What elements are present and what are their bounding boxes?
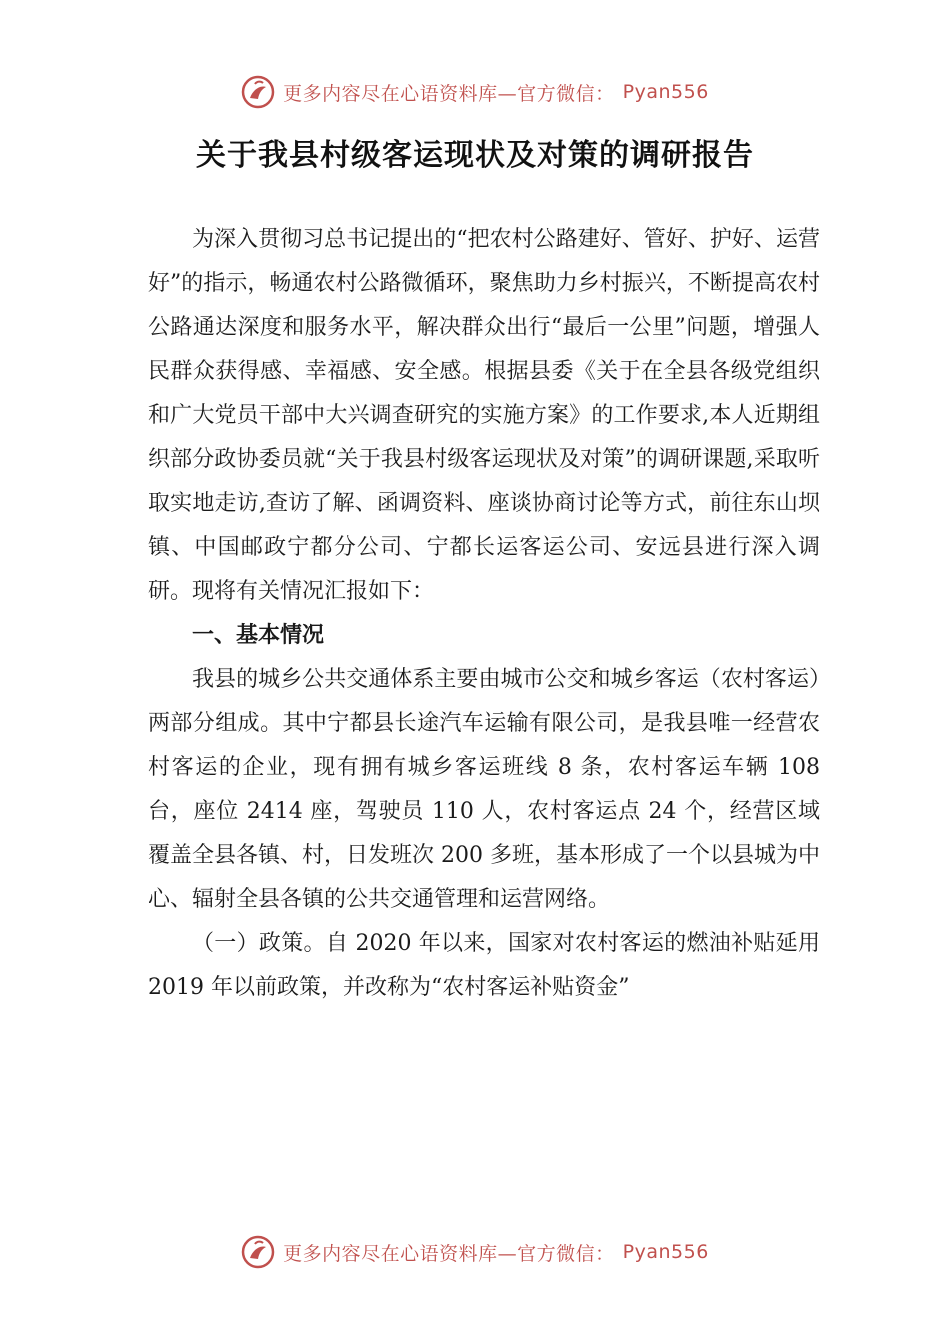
swan-logo-icon: [241, 1235, 275, 1269]
paragraph-basic-situation: 我县的城乡公共交通体系主要由城市公交和城乡客运（农村客运）两部分组成。其中宁都县长途汽车运输有限公司，是我县唯一经营农村客运的企业，现有拥有城乡客运班线 8 条，农村客运车辆 108 台，座位 2414 座，驾驶员 110 人，农村客运点 24 个，经营区域覆盖全县各镇、村，日发班次 200 多班，基本形成了一个以县城为中心、辐射全县各镇的公共交通管理和运营网络。: [148, 667, 820, 912]
document-body: [148, 218, 820, 1010]
paragraph-intro: 为深入贯彻习总书记提出的“把农村公路建好、管好、护好、运营好”的指示，畅通农村公路微循环，聚焦助力乡村振兴，不断提高农村公路通达深度和服务水平，解决群众出行“最后一公里”问题，增强人民群众获得感、幸福感、安全感。根据县委《关于在全县各级党组织和广大党员干部中大兴调查研究的实施方案》的工作要求,本人近期组织部分政协委员就“关于我县村级客运现状及对策”的调研课题,采取听取实地走访,查访了解、函调资料、座谈协商讨论等方式，前往东山坝镇、中国邮政宁都分公司、宁都长运客运公司、安远县进行深入调研。现将有关情况汇报如下：: [148, 227, 820, 604]
swan-logo-icon: [241, 75, 275, 109]
document-title: 关于我县村级客运现状及对策的调研报告: [196, 138, 754, 173]
watermark-footer: [0, 1232, 950, 1272]
watermark-text: 更多内容尽在心语资料库—官方微信：: [283, 82, 615, 105]
watermark-contact: Pyan556: [622, 1241, 709, 1263]
section-heading: 一、基本情况: [192, 623, 325, 648]
watermark-text: 更多内容尽在心语资料库—官方微信：: [283, 1242, 615, 1265]
paragraph-policy: （一）政策。自 2020 年以来，国家对农村客运的燃油补贴延用 2019 年以前政策，并改称为“农村客运补贴资金”: [148, 931, 820, 1000]
watermark-contact: Pyan556: [622, 81, 709, 103]
watermark-header: [0, 72, 950, 112]
